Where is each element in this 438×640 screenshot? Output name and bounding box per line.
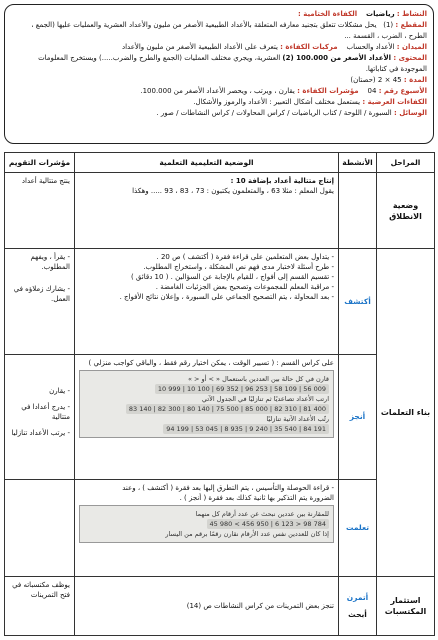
achieve-image-line-4: 83 140 | 82 300 | 80 140 | 75 500 | 85 000 | 82 310 | 81 400 [126,404,329,414]
learned-step-1: - قراءة الحوصلة والتأسيس ، يتم التطرق إليها بعد فقرة ( أكتشف ) ، وعند [122,483,334,492]
learned-step-2: الضرورة يتم التذكير بها ثانية كذلك بعد فقرة ( أنجز ) . [179,493,334,502]
indicator-practice: يوظف مكتسباته في فتح التمرينات [5,576,75,635]
discover-indicator-1: - يقرأ ، ويفهم المطلوب. [30,253,70,272]
learned-summary-image [79,505,334,543]
situation-learned [75,479,339,576]
table-header-row [5,153,435,173]
table-row-achieve [5,354,435,479]
stage-invest: استثمار المكتسبات [377,576,435,635]
tools-label: الوسائل : [393,109,427,117]
subject-label: النشاط : [396,10,427,18]
achieve-image-row-1 [84,384,329,394]
discover-step-2: - طرح أسئلة لاختبار مدى فهم نص المشكلة ، واستخراج المطلوب. [143,263,334,272]
info-row-target [11,20,427,42]
learned-image-line-3: إذا كان للعددين نفس عدد الأرقام نقارن رقمًا برقم من اليسار [165,529,329,538]
indicator-learned [5,479,75,576]
target-competency-label: الكفاءة الختامية : [297,10,358,18]
target-competency-text: يحل مشكلات تتعلق بتجنيد معارفه المتعلقة بالأعداد الطبيعية الأصغر من مليون والأعداد العشرية والعمليات عليها (الجمع ، الطرح ، الضرب ، القسمة ... [31,21,427,40]
achieve-image-line-3: ارتب الأعداد تصاعديًا ثم تنازليًا في الجدول الآتي [201,394,329,403]
situation-discover [75,249,339,355]
achieve-image-row-2 [84,404,329,414]
situation-launch [75,173,339,249]
table-row-practice [5,576,435,635]
info-row-duration [11,75,427,86]
stage-build: بناء التعلمات [377,249,435,577]
duration-value: 45 × 2 (حصتان) [350,76,402,84]
table-row-learned [5,479,435,576]
activity-research-label: أبحث [348,609,367,619]
lesson-plan-table [4,152,435,636]
table-row-discover [5,249,435,355]
week-label: الأسبوع رقم : [378,87,427,95]
content-label: المحتوى : [393,54,427,62]
competency-components-text: يتعرف على الأعداد الطبيعية الأصغر من مليون والأعداد [121,43,278,51]
achieve-intro: على كراس القسم : ( تسيير الوقت ، يمكن اختيار رقم فقط ، والباقي كواجب منزلي ) [88,358,334,367]
cross-competencies-text: يستعمل مختلف أشكال التعبير : الأعداد والرموز والأشكال. [193,98,361,106]
info-row-cross [11,97,427,108]
col-header-stages: المراحل [377,153,435,173]
launch-task-title: إنتاج متتالية أعداد بإضافة 10 : [230,177,334,185]
achieve-image-row-3 [84,424,329,434]
indicator-discover [5,249,75,355]
col-header-situation: الوضعية التعليمية التعلمية [75,153,339,173]
discover-step-4: - مراقبة المعلم للمجموعات وتصحيح بعض الجزئيات الغامضة . [155,283,334,292]
achieve-indicator-1: - يقارن [49,386,70,395]
info-row-content [11,53,427,75]
indicator-achieve [5,354,75,479]
tools-text: السبورة / اللوحة / كتاب الرياضيات / كراس المحاولات / كراس النشاطات / صور . [156,109,392,117]
achieve-indicator-3: - يرتب الأعداد تنازليا [11,428,70,437]
achieve-image-line-1: قارن في كل حالة بين العددين باستعمال « > أو < » [187,374,329,383]
discover-step-3: - تقسيم القسم إلى أفواج ، للقيام بالإجابة عن السؤالين . ( 10 دقائق ) [130,273,334,282]
info-row-week [11,86,427,97]
discover-step-1: - يتداول بعض المتعلمين على قراءة فقرة ( أكتشف ) ص 20 . [156,253,334,262]
learned-image-row [84,519,329,529]
lesson-info-box [4,4,434,144]
situation-achieve [75,354,339,479]
info-row-tools [11,108,427,119]
col-header-activities: الأنشطة [339,153,377,173]
col-header-indicators: مؤشرات التقويم [5,153,75,173]
duration-label: المدة : [403,76,427,84]
stage-launch: وضعية الانطلاق [377,173,435,249]
achieve-exercise-image [79,370,334,438]
activity-learned: تعلمت [339,479,377,576]
achieve-indicator-2: - يدرج أعدادا في متتالية [21,402,70,421]
learned-image-line-1: للمقارنة بين عددين نبحث عن عدد أرقام كل منهما [195,509,329,518]
domain-label: الميدان : [396,43,427,51]
activity-practice [339,576,377,635]
content-value: الأعداد الأصغر من 100.000 (2) [282,54,392,62]
section-value: (1) [383,21,394,29]
launch-task-text: يقول المعلم : مثلا 63 ، والمتعلمون يكتبون : 73 ، 83 ، 93 ..... وهكذا [132,187,334,195]
practice-text: تنجز بعض التمرينات من كراس النشاطات ص (14) [186,601,334,610]
indicator-launch: ينتج متتالية أعداد [5,173,75,249]
achieve-image-line-6: 94 199 | 53 045 | 8 935 | 9 240 | 35 540 | 84 191 [163,424,329,434]
indicators-label: مؤشرات الكفاءة : [297,87,359,95]
cross-competencies-label: الكفاءات العرضية : [362,98,427,106]
discover-indicator-2: - يشارك زملاؤه في العمل. [13,285,70,304]
discover-step-5: - بعد المحاولة ، يتم التصحيح الجماعي على السبورة ، وإعلان نتائج الأفواج . [119,293,334,302]
info-row-subject [11,9,427,20]
achieve-image-line-5: رتّب الأعداد الآتية تنازليًا [266,414,329,423]
info-row-domain [11,42,427,53]
indicators-text: يقارن ، ويرتب ، ويحصر الأعداد الأصغر من 100.000. [140,87,295,95]
table-row-launch [5,173,435,249]
subject-value: رياضيات [366,10,395,18]
section-label: المقطع : [395,21,427,29]
situation-practice [75,576,339,635]
competency-components-label: مركبات الكفاءة : [280,43,338,51]
domain-value: الأعداد والحساب [346,43,395,51]
activity-launch-empty [339,173,377,249]
week-value: 04 [367,87,377,95]
achieve-image-line-2: 10 999 | 10 100 | 69 352 | 96 253 | 58 109 | 56 009 [155,384,329,394]
activity-discover: أكتشف [339,249,377,355]
content-extra-text: العشرية، ويجري مختلف العمليات (الجمع والطرح والضرب.....) ويستخرج المعلومات الموجودة في كتاباتها. [38,54,427,73]
learned-image-line-2: 45 980 < 456 950 | 6 123 > 98 784 [207,519,329,529]
activity-practice-label: أتمرن [346,592,369,602]
activity-achieve: أنجز [339,354,377,479]
